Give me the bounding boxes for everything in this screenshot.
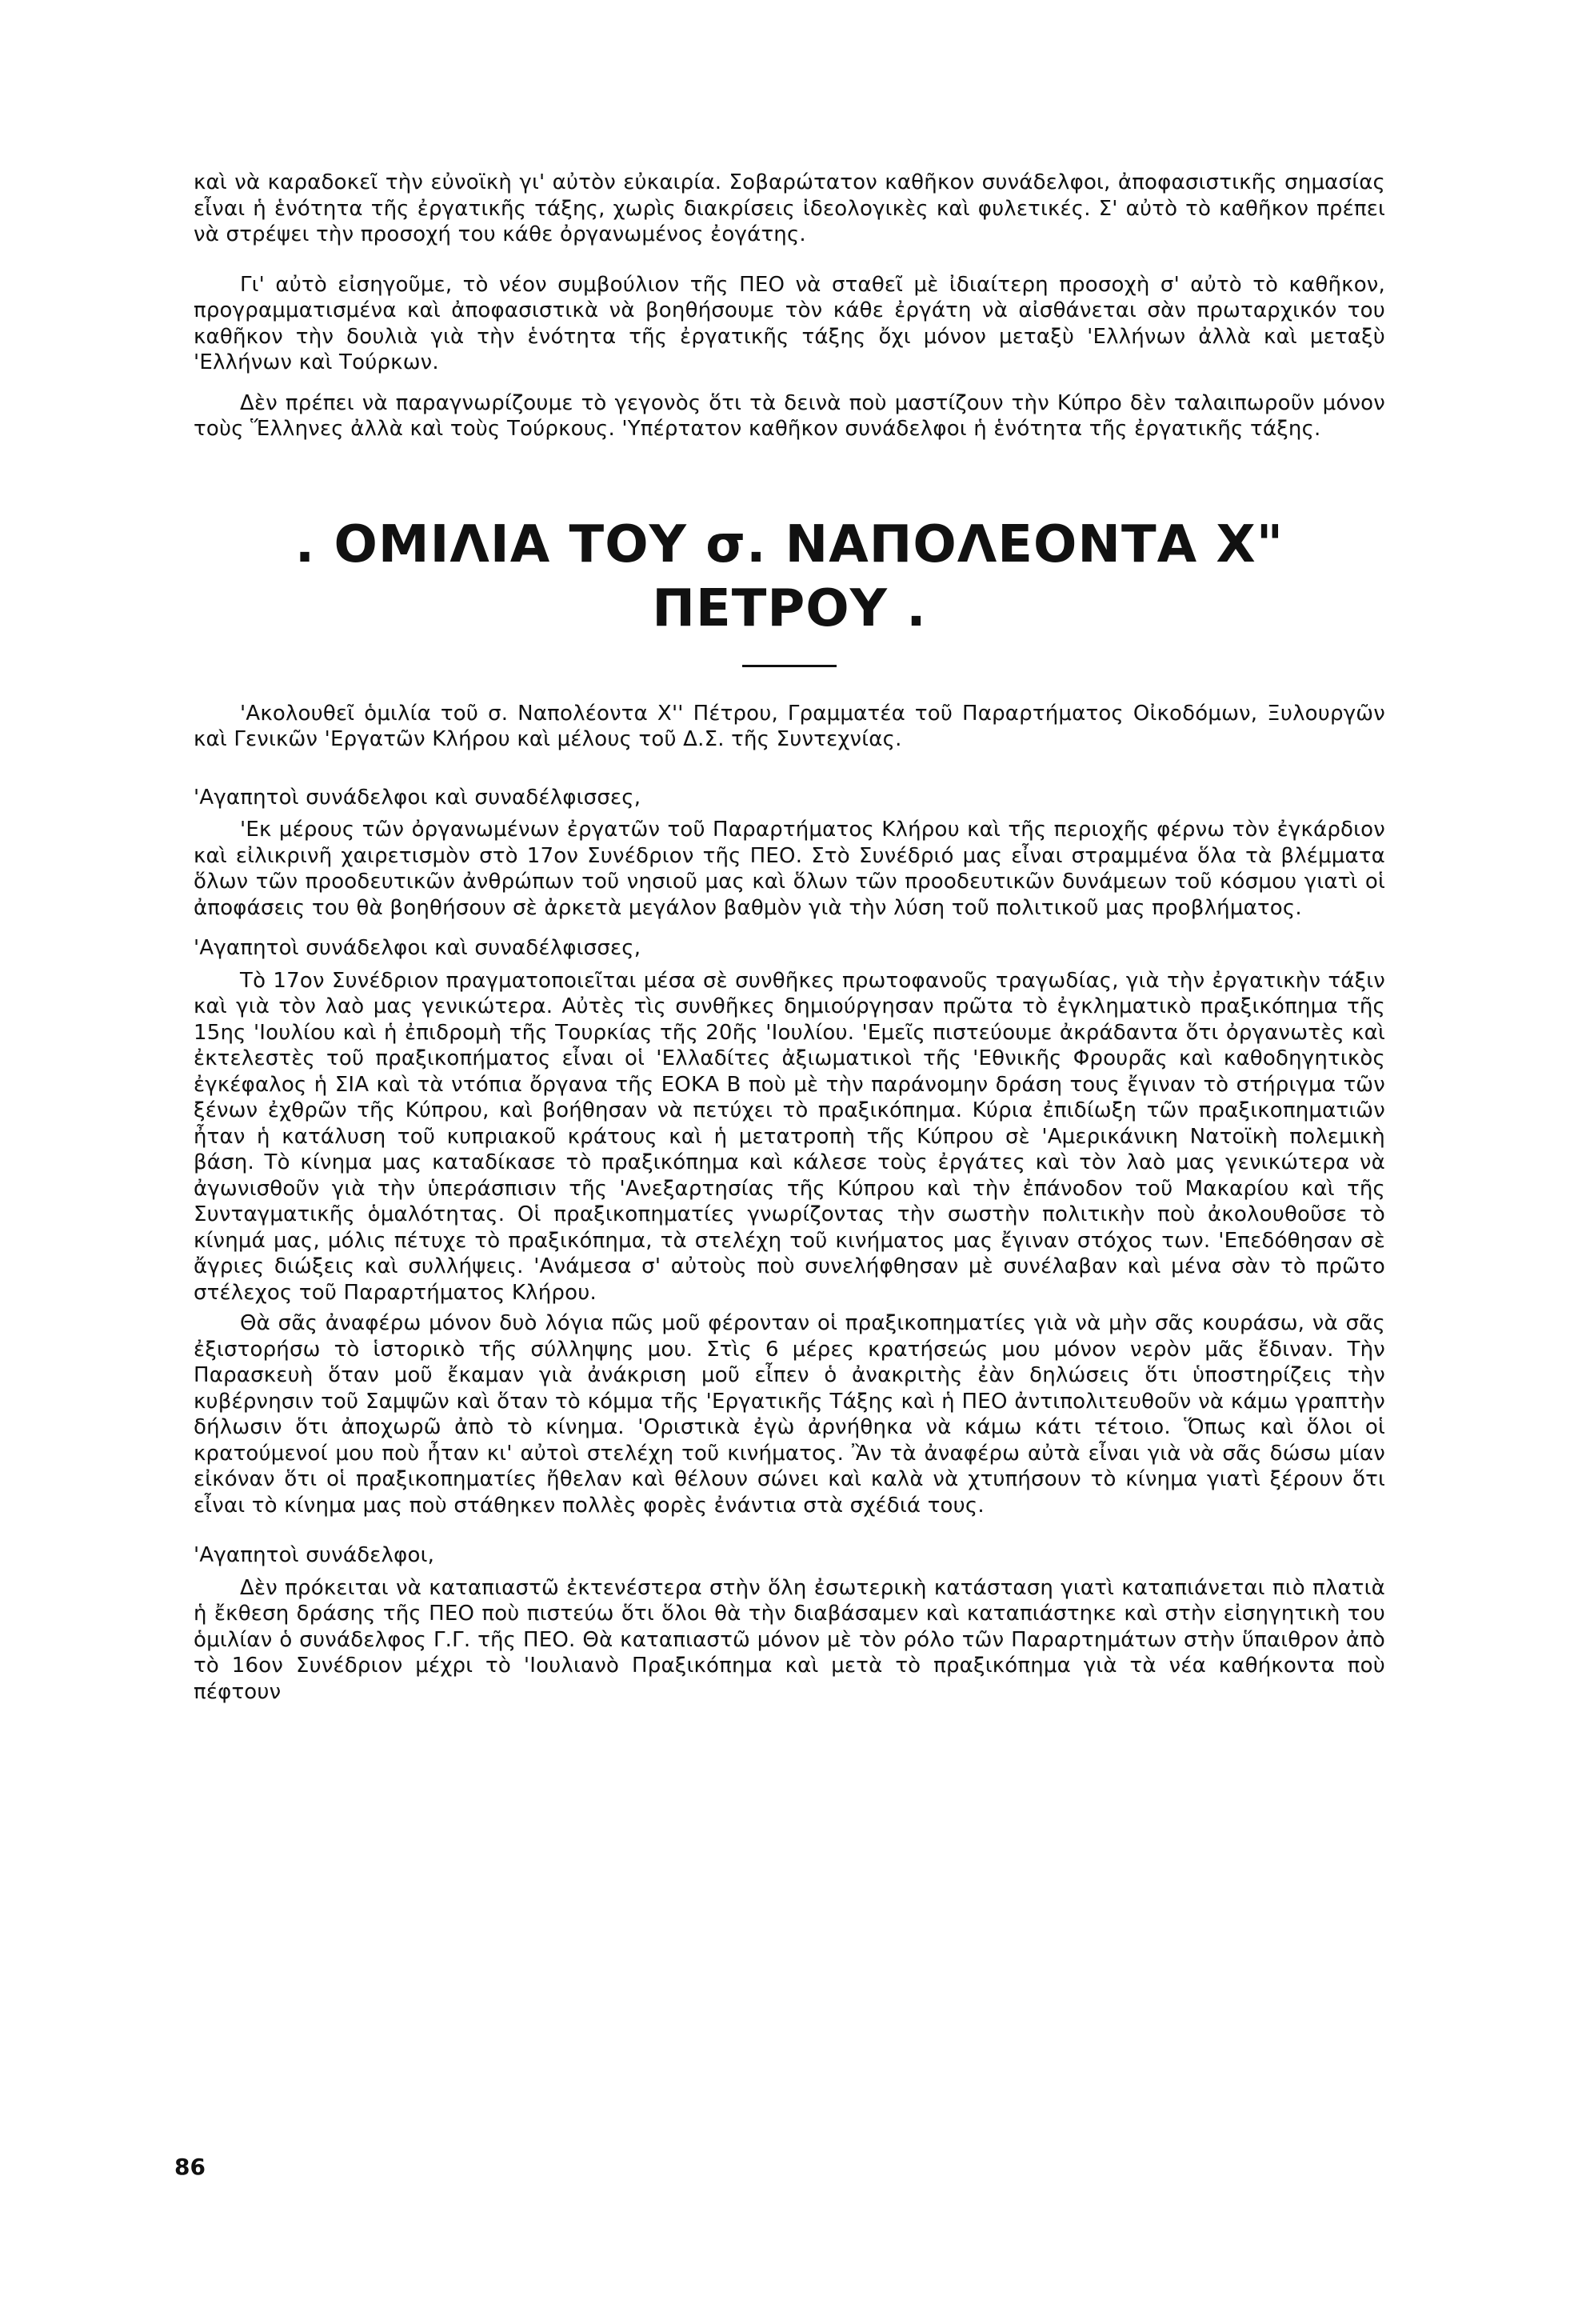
speech-paragraph-1: 'Εκ μέρους τῶν ὀργανωμένων ἐργατῶν τοῦ Παραρτήματος Κλήρου καὶ τῆς περιοχῆς φέρνω τὸν ἐγκάρδιον καὶ εἰλικρινῆ χαιρετισμὸν στὸ 17ον Συνέδριον τῆς ΠΕΟ. Στὸ Συνέδριό μας εἶναι στραμμένα ὅλα τὰ βλέμματα ὅλων τῶν προοδευτικῶν ἀνθρώπων τοῦ νησιοῦ μας καὶ ὅλων τῶν προοδευτικῶν δυνάμεων τοῦ κόσμου γιατὶ οἱ ἀποφάσεις του θὰ βοηθήσουν σὲ ἀρκετὰ μεγάλον βαθμὸν γιὰ τὴν λύση τοῦ πολιτικοῦ μας προβλήματος. xyxy=(194,818,1385,920)
speech-title: . ΟΜΙΛΙΑ ΤΟΥ σ. ΝΑΠΟΛΕΟΝΤΑ Χ" ΠΕΤΡΟΥ . xyxy=(294,514,1284,638)
salutation-1: 'Αγαπητοὶ συνάδελφοι καὶ συναδέλφισσες, xyxy=(194,785,641,810)
salutation-3: 'Αγαπητοὶ συνάδελφοι, xyxy=(194,1543,435,1567)
speech-intro: 'Ακολουθεῖ ὁμιλία τοῦ σ. Ναπολέοντα Χ'' Πέτρου, Γραμματέα τοῦ Παραρτήματος Οἰκοδόμων, Ξυλουργῶν καὶ Γενικῶν 'Εργατῶν Κλήρου καὶ μέλους τοῦ Δ.Σ. τῆς Συντεχνίας. xyxy=(194,701,1385,751)
paragraph-unity: Δὲν πρέπει νὰ παραγνωρίζουμε τὸ γεγονὸς ὅτι τὰ δεινὰ ποὺ μαστίζουν τὴν Κύπρο δὲν ταλαιπωροῦν μόνον τοὺς Ἕλληνες ἀλλὰ καὶ τοὺς Τούρκους. 'Υπέρτατον καθῆκον συνάδελφοι ἡ ἑνότητα τῆς ἐργατικῆς τάξης. xyxy=(194,390,1385,441)
paragraph-proposal: Γι' αὐτὸ εἰσηγοῦμε, τὸ νέον συμβούλιον τῆς ΠΕΟ νὰ σταθεῖ μὲ ἰδιαίτερη προσοχὴ σ' αὐτὸ τὸ καθῆκον, προγραμματισμένα καὶ ἀποφασιστικὰ νὰ βοηθήσουμε τὸν κάθε ἐργάτη νὰ αἰσθάνεται σὰν πρωταρχικόν του καθῆκον τὴν δουλιὰ γιὰ τὴν ἑνότητα τῆς ἐργατικῆς τάξης ὄχι μόνον μεταξὺ 'Ελλήνων ἀλλὰ καὶ μεταξὺ 'Ελλήνων καὶ Τούρκων. xyxy=(194,272,1385,374)
title-divider xyxy=(742,665,837,667)
speech-paragraph-4: Δὲν πρόκειται νὰ καταπιαστῶ ἐκτενέστερα στὴν ὅλη ἐσωτερικὴ κατάσταση γιατὶ καταπιάνεται πιὸ πλατιὰ ἡ ἔκθεση δράσης τῆς ΠΕΟ ποὺ πιστεύω ὅτι ὅλοι θὰ τὴν διαβάσαμεν καὶ καταπιάστηκε καὶ στὴν εἰσηγητικὴ του ὁμιλίαν ὁ συνάδελφος Γ.Γ. τῆς ΠΕΟ. Θὰ καταπιαστῶ μόνον μὲ τὸν ρόλο τῶν Παραρτημάτων στὴν ὕπαιθρον ἀπὸ τὸ 16ον Συνέδριον μέχρι τὸ 'Ιουλιανὸ Πραξικόπημα καὶ μετὰ τὸ πραξικόπημα γιὰ τὰ νέα καθήκοντα ποὺ πέφτουν xyxy=(194,1575,1385,1704)
speech-paragraph-3: Θὰ σᾶς ἀναφέρω μόνον δυὸ λόγια πῶς μοῦ φέρονταν οἱ πραξικοπηματίες γιὰ νὰ μὴν σᾶς κουράσω, νὰ σᾶς ἐξιστορήσω τὸ ἱστορικὸ τῆς σύλληψης μου. Στὶς 6 μέρες κρατήσεώς μου μόνον νερὸν μᾶς ἔδιναν. Τὴν Παρασκευὴ ὅταν μοῦ ἔκαμαν γιὰ ἀνάκριση μοῦ εἶπεν ὁ ἀνακριτὴς ἐὰν δηλώσεις ὅτι ὑποστηρίζεις τὴν κυβέρνησιν τοῦ Σαμψῶν καὶ ὅταν τὸ κόμμα τῆς 'Εργατικῆς Τάξης καὶ ἡ ΠΕΟ ἀντιπολιτευθοῦν νὰ κάμω γραπτὴν δήλωσιν ὅτι ἀποχωρῶ ἀπὸ τὸ κίνημα. 'Οριστικὰ ἐγὼ ἀρνήθηκα νὰ κάμω κάτι τέτοιο. Ὅπως καὶ ὅλοι οἱ κρατούμενοί μου ποὺ ἦταν κι' αὐτοὶ στελέχη τοῦ κινήματος. Ἂν τὰ ἀναφέρω αὐτὰ εἶναι γιὰ νὰ σᾶς δώσω μίαν εἰκόναν ὅτι οἱ πραξικοπηματίες ἤθελαν καὶ θέλουν σώνει καὶ καλὰ νὰ χτυπήσουν τὸ κίνημα γιατὶ ξέρουν ὅτι εἶναι τὸ κίνημα μας ποὺ στάθηκεν πολλὲς φορὲς ἐνάντια στὰ σχέδιά τους. xyxy=(194,1311,1385,1518)
page-number: 86 xyxy=(174,2154,206,2180)
paragraph-continuation: καὶ νὰ καραδοκεῖ τὴν εὐνοϊκὴ γι' αὐτὸν εὐκαιρία. Σοβαρώτατον καθῆκον συνάδελφοι, ἀποφασιστικῆς σημασίας εἶναι ἡ ἑνότητα τῆς ἐργατικῆς τάξης, χωρὶς διακρίσεις ἰδεολογικὲς καὶ φυλετικές. Σ' αὐτὸ τὸ καθῆκον πρέπει νὰ στρέψει τὴν προσοχή του κάθε ὀργανωμένος ἐογάτης. xyxy=(194,170,1385,246)
speech-paragraph-2: Τὸ 17ον Συνέδριον πραγματοποιεῖται μέσα σὲ συνθῆκες πρωτοφανοῦς τραγωδίας, γιὰ τὴν ἐργατικὴν τάξιν καὶ γιὰ τὸν λαὸ μας γενικώτερα. Αὐτὲς τὶς συνθῆκες δημιούργησαν πρῶτα τὸ ἐγκληματικὸ πραξικόπημα τῆς 15ης 'Ιουλίου καὶ ἡ ἐπιδρομὴ τῆς Τουρκίας τῆς 20ῆς 'Ιουλίου. 'Εμεῖς πιστεύουμε ἀκράδαντα ὅτι ὀργανωτὲς καὶ ἐκτελεστὲς τοῦ πραξικοπήματος εἶναι οἱ 'Ελλαδίτες ἀξιωματικοὶ τῆς 'Εθνικῆς Φρουρᾶς καὶ καθοδηγητικὸς ἐγκέφαλος ἡ ΣΙΑ καὶ τὰ ντόπια ὄργανα τῆς ΕΟΚΑ Β ποὺ μὲ τὴν παράνομην δράση τους ἔγιναν τὸ στήριγμα τῶν ξένων ἐχθρῶν τῆς Κύπρου, καὶ βοήθησαν νὰ πετύχει τὸ πραξικόπημα. Κύρια ἐπιδίωξη τῶν πραξικοπηματιῶν ἦταν ἡ κατάλυση τοῦ κυπριακοῦ κράτους καὶ ἡ μετατροπὴ τῆς Κύπρου σὲ 'Αμερικάνικη Νατοϊκὴ πολεμικὴ βάση. Τὸ κίνημα μας καταδίκασε τὸ πραξικόπημα καὶ κάλεσε τοὺς ἐργάτες καὶ τὸν λαὸ μας γενικώτερα νὰ ἀγωνισθοῦν γιὰ τὴν ὑπεράσπισιν τῆς 'Ανεξαρτησίας τῆς Κύπρου καὶ τὴν ἐπάνοδον τοῦ Μακαρίου καὶ τῆς Συνταγματικῆς ὁμαλότητας. Οἱ πραξικοπηματίες γνωρίζοντας τὴν σωστὴν πολιτικὴν ποὺ ἀκολουθοῦσε τὸ κίνημά μας, μόλις πέτυχε τὸ πραξικόπημα, τὰ στελέχη τοῦ κινήματος μας ἔγιναν στόχος των. 'Επεδόθησαν σὲ ἄγριες διώξεις καὶ συλλήψεις. 'Ανάμεσα σ' αὐτοὺς ποὺ συνελήφθησαν μὲ συνέλαβαν καὶ μένα σὰν τὸ πρῶτο στέλεχος τοῦ Παραρτήματος Κλήρου. xyxy=(194,968,1385,1305)
salutation-2: 'Αγαπητοὶ συνάδελφοι καὶ συναδέλφισσες, xyxy=(194,936,641,960)
document-page xyxy=(194,170,1385,1705)
